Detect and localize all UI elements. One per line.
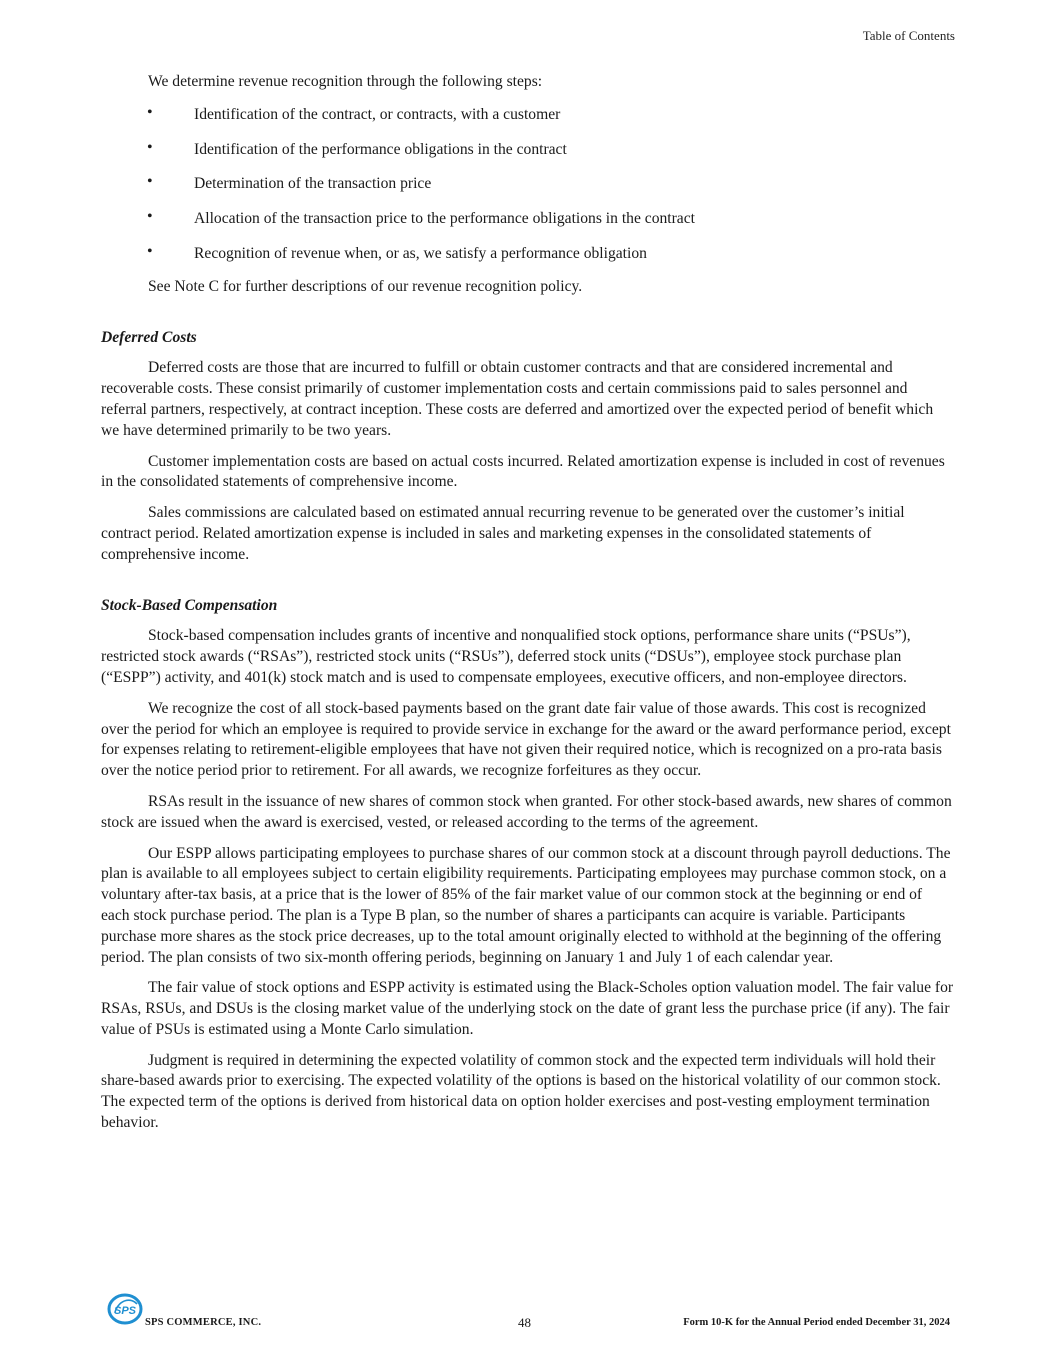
stock-comp-paragraph: We recognize the cost of all stock-based payments based on the grant date fair value of those awards. This cost is recognized over the period for which an employee is required to provide service in exchange for the award or the award performance period, except for expenses relating to retirement-eligible employees that have not given their required notice, which is recognized on a pro-rata basis over the notice period prior to retirement. For all awards, we recognize forfeitures as they occur.	[101, 699, 951, 780]
revenue-steps-intro: We determine revenue recognition through the following steps:	[148, 73, 543, 90]
step-text: Identification of the performance obligations in the contract	[194, 140, 567, 158]
step-text: Determination of the transaction price	[194, 175, 432, 193]
stock-comp-paragraph: Stock-based compensation includes grants of incentive and nonqualified stock options, performance share units (“PSUs”), restricted stock awards (“RSAs”), restricted stock units (“RSUs”), deferred stock units (“DSUs”), employee stock purchase plan (“ESPP”) activity, and 401(k) stock match and is used to compensate employees, executive officers, and non-employee directors.	[101, 627, 911, 686]
sps-commerce-logo-icon	[106, 1292, 144, 1326]
stock-comp-paragraph: Our ESPP allows participating employees to purchase shares of our common stock at a discount through payroll deductions. The plan is available to all employees subject to certain eligibility requirements. Participating employees may purchase common stock, on a voluntary after-tax basis, at a price that is the lower of 85% of the fair market value of our common stock at the beginning or end of each stock purchase period. The plan is a Type B plan, so the number of shares a participants can acquire is variable. Participants purchase more shares as the stock price decreases, up to the total amount originally elected to withhold at the beginning of the offering period. The plan consists of two six-month offering periods, beginning on January 1 and July 1 of each calendar year.	[101, 844, 951, 966]
table-of-contents-link[interactable]: Table of Contents	[862, 28, 955, 43]
step-text: Recognition of revenue when, or as, we satisfy a performance obligation	[194, 244, 647, 262]
stock-based-compensation-heading: Stock-Based Compensation	[101, 596, 278, 614]
list-item	[101, 174, 954, 195]
page-footer	[0, 1292, 1055, 1342]
bullet-icon: •	[147, 138, 153, 156]
step-text: Identification of the contract, or contracts, with a customer	[194, 105, 561, 123]
svg-text:SPS: SPS	[113, 1305, 137, 1317]
form-title: Form 10-K for the Annual Period ended December 31, 2024	[683, 1317, 950, 1328]
page-number: 48	[518, 1315, 531, 1330]
stock-comp-paragraph: Judgment is required in determining the expected volatility of common stock and the expected term individuals will hold their share-based awards prior to exercising. The expected volatility of the options is based on the historical volatility of our common stock. The expected term of the options is derived from historical data on option holder exercises and post-vesting employment termination behavior.	[101, 1051, 941, 1132]
deferred-costs-paragraph: Deferred costs are those that are incurred to fulfill or obtain customer contracts and that are considered incremental and recoverable costs. These consist primarily of customer implementation costs and certain commissions paid to sales personnel and referral partners, respectively, at contract inception. These costs are deferred and amortized over the expected period of benefit which we have determined primarily to be two years.	[101, 359, 934, 439]
revenue-note-reference: See Note C for further descriptions of our revenue recognition policy.	[148, 277, 583, 295]
deferred-costs-paragraph: Customer implementation costs are based on actual costs incurred. Related amortization expense is included in cost of revenues in the consolidated statements of comprehensive income.	[101, 452, 945, 491]
bullet-icon: •	[147, 103, 153, 121]
list-item	[101, 140, 954, 161]
bullet-icon: •	[147, 242, 153, 260]
list-item	[101, 105, 954, 126]
company-name: SPS COMMERCE, INC.	[145, 1317, 262, 1328]
revenue-steps-list	[101, 105, 954, 265]
stock-comp-paragraph: RSAs result in the issuance of new shares of common stock when granted. For other stock-based awards, new shares of common stock are issued when the award is exercised, vested, or released according to the terms of the agreement.	[101, 792, 952, 831]
step-text: Allocation of the transaction price to the performance obligations in the contract	[194, 210, 695, 228]
bullet-icon: •	[147, 173, 153, 191]
stock-comp-paragraph: The fair value of stock options and ESPP activity is estimated using the Black-Scholes option valuation model. The fair value for RSAs, RSUs, and DSUs is the closing market value of the underlying stock on the date of grant less the purchase price (if any). The fair value of PSUs is estimated using a Monte Carlo simulation.	[101, 979, 954, 1038]
deferred-costs-paragraph: Sales commissions are calculated based on estimated annual recurring revenue to be generated over the customer’s initial contract period. Related amortization expense is included in sales and marketing expenses in the consolidated statements of comprehensive income.	[101, 504, 905, 563]
deferred-costs-heading: Deferred Costs	[101, 328, 197, 346]
list-item	[101, 209, 954, 230]
list-item	[101, 244, 954, 265]
page-body	[101, 72, 954, 1144]
bullet-icon: •	[147, 208, 153, 226]
